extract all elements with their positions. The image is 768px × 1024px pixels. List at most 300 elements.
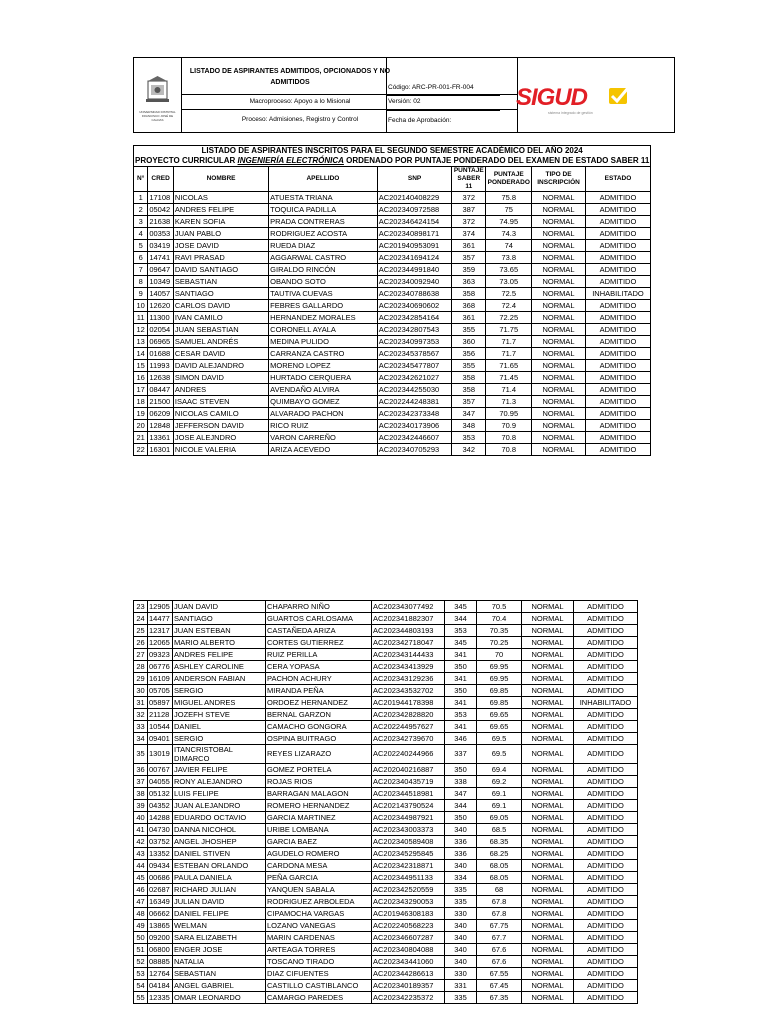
cell-puntaje-saber: 360 xyxy=(452,336,486,348)
document-header xyxy=(133,57,675,133)
cell-row-number: 12 xyxy=(134,324,148,336)
cell-row-number: 41 xyxy=(134,824,148,836)
cell-snp: AC202340705293 xyxy=(377,444,452,456)
cell-cred: 13865 xyxy=(148,920,173,932)
cell-nombre: ANDERSON FABIAN xyxy=(173,673,266,685)
cell-tipo-inscripcion: NORMAL xyxy=(522,685,574,697)
university-logo xyxy=(134,58,182,132)
cell-tipo-inscripcion: NORMAL xyxy=(522,824,574,836)
cell-cred: 01688 xyxy=(148,348,174,360)
cell-estado: ADMITIDO xyxy=(585,348,651,360)
cell-tipo-inscripcion: NORMAL xyxy=(532,324,585,336)
cell-puntaje-saber: 330 xyxy=(445,908,477,920)
cell-snp: AC202340092940 xyxy=(377,276,452,288)
table-row xyxy=(134,384,651,396)
cell-estado: ADMITIDO xyxy=(574,649,638,661)
cell-puntaje-ponderado: 69.85 xyxy=(477,685,522,697)
cell-snp: AC202343413929 xyxy=(372,661,445,673)
cell-estado: ADMITIDO xyxy=(574,800,638,812)
cell-puntaje-saber: 357 xyxy=(452,396,486,408)
cell-puntaje-ponderado: 69.65 xyxy=(477,709,522,721)
cell-estado: ADMITIDO xyxy=(585,240,651,252)
cell-cred: 05705 xyxy=(148,685,173,697)
approval-date: Fecha de Aprobación: xyxy=(388,117,452,124)
cell-row-number: 44 xyxy=(134,860,148,872)
cell-puntaje-saber: 340 xyxy=(445,956,477,968)
cell-estado: ADMITIDO xyxy=(574,812,638,824)
table-row xyxy=(134,372,651,384)
cell-apellido: URIBE LOMBANA xyxy=(266,824,372,836)
cell-tipo-inscripcion: NORMAL xyxy=(532,204,585,216)
cell-puntaje-saber: 350 xyxy=(445,685,477,697)
cell-cred: 08885 xyxy=(148,956,173,968)
cell-snp: AC202240244966 xyxy=(372,745,445,764)
cell-estado: ADMITIDO xyxy=(574,733,638,745)
cell-snp: AC202344255030 xyxy=(377,384,452,396)
cell-estado: ADMITIDO xyxy=(574,661,638,673)
cell-nombre: DANIEL FELIPE xyxy=(173,908,266,920)
cell-apellido: OSPINA BUITRAGO xyxy=(266,733,372,745)
cell-apellido: MIRANDA PEÑA xyxy=(266,685,372,697)
cell-cred: 16349 xyxy=(148,896,173,908)
cell-cred: 12620 xyxy=(148,300,174,312)
table-row xyxy=(134,312,651,324)
cell-puntaje-ponderado: 71.75 xyxy=(486,324,532,336)
cell-row-number: 9 xyxy=(134,288,148,300)
cell-cred: 11300 xyxy=(148,312,174,324)
cell-nombre: RONY ALEJANDRO xyxy=(173,776,266,788)
table-row xyxy=(134,240,651,252)
cell-apellido: ATUESTA TRIANA xyxy=(269,192,378,204)
cell-puntaje-saber: 358 xyxy=(452,384,486,396)
cell-snp: AC202340898171 xyxy=(377,228,452,240)
table-row xyxy=(134,745,638,764)
cell-puntaje-ponderado: 69.85 xyxy=(477,697,522,709)
cell-estado: ADMITIDO xyxy=(585,192,651,204)
cell-puntaje-ponderado: 71.4 xyxy=(486,384,532,396)
table-row xyxy=(134,836,638,848)
applicants-table-page-1 xyxy=(133,145,651,456)
divider xyxy=(386,110,500,111)
cell-apellido: ROJAS RIOS xyxy=(266,776,372,788)
cell-cred: 09401 xyxy=(148,733,173,745)
cell-row-number: 55 xyxy=(134,992,148,1004)
cell-apellido: ARIZA ACEVEDO xyxy=(269,444,378,456)
cell-puntaje-saber: 331 xyxy=(445,980,477,992)
cell-nombre: DAVID ALEJANDRO xyxy=(173,360,268,372)
cell-estado: ADMITIDO xyxy=(574,721,638,733)
cell-apellido: RODRIGUEZ ACOSTA xyxy=(269,228,378,240)
table-title xyxy=(134,146,651,167)
cell-apellido: CASTAÑEDA ARIZA xyxy=(266,625,372,637)
cell-puntaje-ponderado: 73.05 xyxy=(486,276,532,288)
cell-nombre: ESTEBAN ORLANDO xyxy=(173,860,266,872)
table-row xyxy=(134,649,638,661)
cell-tipo-inscripcion: NORMAL xyxy=(522,649,574,661)
col-header-n: N° xyxy=(134,167,148,192)
cell-estado: ADMITIDO xyxy=(585,360,651,372)
cell-cred: 06800 xyxy=(148,944,173,956)
cell-snp: AC202340435719 xyxy=(372,776,445,788)
cell-puntaje-ponderado: 68 xyxy=(477,884,522,896)
sigud-logo xyxy=(500,58,674,132)
cell-row-number: 11 xyxy=(134,312,148,324)
cell-puntaje-saber: 350 xyxy=(445,661,477,673)
cell-puntaje-saber: 372 xyxy=(452,192,486,204)
cell-estado: ADMITIDO xyxy=(585,336,651,348)
cell-snp: AC202342235372 xyxy=(372,992,445,1004)
cell-nombre: SIMON DAVID xyxy=(173,372,268,384)
cell-row-number: 33 xyxy=(134,721,148,733)
cell-estado: ADMITIDO xyxy=(574,860,638,872)
cell-snp: AC202344987921 xyxy=(372,812,445,824)
cell-puntaje-ponderado: 68.5 xyxy=(477,824,522,836)
cell-puntaje-ponderado: 70.5 xyxy=(477,601,522,613)
document-code: Código: ARC-PR-001-FR-004 xyxy=(388,84,474,91)
table-row xyxy=(134,324,651,336)
cell-row-number: 50 xyxy=(134,932,148,944)
divider xyxy=(386,95,500,96)
cell-estado: ADMITIDO xyxy=(585,372,651,384)
cell-nombre: SARA ELIZABETH xyxy=(173,932,266,944)
cell-snp: AC202340972588 xyxy=(377,204,452,216)
cell-puntaje-saber: 340 xyxy=(445,944,477,956)
cell-puntaje-saber: 358 xyxy=(452,372,486,384)
cell-nombre: SANTIAGO xyxy=(173,613,266,625)
cell-tipo-inscripcion: NORMAL xyxy=(522,944,574,956)
cell-estado: ADMITIDO xyxy=(574,613,638,625)
cell-puntaje-ponderado: 71.7 xyxy=(486,336,532,348)
cell-cred: 02054 xyxy=(148,324,174,336)
table-row xyxy=(134,396,651,408)
cell-puntaje-saber: 355 xyxy=(452,360,486,372)
cell-estado: ADMITIDO xyxy=(574,848,638,860)
cell-snp: AC202140408229 xyxy=(377,192,452,204)
cell-tipo-inscripcion: NORMAL xyxy=(522,848,574,860)
cell-cred: 02687 xyxy=(148,884,173,896)
cell-tipo-inscripcion: NORMAL xyxy=(532,288,585,300)
cell-row-number: 23 xyxy=(134,601,148,613)
cell-snp: AC202244957627 xyxy=(372,721,445,733)
table-row xyxy=(134,432,651,444)
table-row xyxy=(134,661,638,673)
cell-puntaje-ponderado: 70 xyxy=(477,649,522,661)
cell-nombre: JULIAN DAVID xyxy=(173,896,266,908)
cell-row-number: 49 xyxy=(134,920,148,932)
cell-cred: 17108 xyxy=(148,192,174,204)
cell-puntaje-ponderado: 69.95 xyxy=(477,661,522,673)
cell-row-number: 51 xyxy=(134,944,148,956)
cell-puntaje-saber: 353 xyxy=(445,709,477,721)
cell-estado: ADMITIDO xyxy=(574,920,638,932)
cell-snp: AC202340173906 xyxy=(377,420,452,432)
cell-snp: AC202343003373 xyxy=(372,824,445,836)
cell-row-number: 27 xyxy=(134,649,148,661)
cell-estado: ADMITIDO xyxy=(585,444,651,456)
cell-puntaje-ponderado: 75.8 xyxy=(486,192,532,204)
cell-puntaje-saber: 344 xyxy=(445,613,477,625)
cell-puntaje-ponderado: 74.3 xyxy=(486,228,532,240)
cell-snp: AC202240568223 xyxy=(372,920,445,932)
cell-puntaje-ponderado: 69.5 xyxy=(477,733,522,745)
cell-estado: ADMITIDO xyxy=(574,673,638,685)
cell-nombre: JUAN ALEJANDRO xyxy=(173,800,266,812)
cell-puntaje-ponderado: 69.95 xyxy=(477,673,522,685)
cell-cred: 12317 xyxy=(148,625,173,637)
cell-apellido: AGGARWAL CASTRO xyxy=(269,252,378,264)
cell-apellido: CAMACHO GONGORA xyxy=(266,721,372,733)
cell-apellido: YANQUEN SABALA xyxy=(266,884,372,896)
cell-puntaje-ponderado: 75 xyxy=(486,204,532,216)
cell-puntaje-saber: 336 xyxy=(445,836,477,848)
table-row xyxy=(134,637,638,649)
table-row xyxy=(134,264,651,276)
cell-puntaje-saber: 335 xyxy=(445,896,477,908)
cell-nombre: NICOLE VALERIA xyxy=(173,444,268,456)
cell-nombre: JAVIER FELIPE xyxy=(173,764,266,776)
col-header-nombre: NOMBRE xyxy=(173,167,268,192)
table-row xyxy=(134,776,638,788)
cell-puntaje-ponderado: 70.8 xyxy=(486,432,532,444)
cell-tipo-inscripcion: NORMAL xyxy=(522,709,574,721)
table-row xyxy=(134,824,638,836)
cell-tipo-inscripcion: NORMAL xyxy=(532,444,585,456)
cell-tipo-inscripcion: NORMAL xyxy=(522,637,574,649)
cell-estado: ADMITIDO xyxy=(585,408,651,420)
cell-row-number: 24 xyxy=(134,613,148,625)
cell-nombre: ASHLEY CAROLINE xyxy=(173,661,266,673)
cell-tipo-inscripcion: NORMAL xyxy=(532,276,585,288)
table-row xyxy=(134,992,638,1004)
cell-cred: 09323 xyxy=(148,649,173,661)
cell-apellido: AVENDAÑO ALVIRA xyxy=(269,384,378,396)
cell-puntaje-ponderado: 70.8 xyxy=(486,444,532,456)
cell-tipo-inscripcion: NORMAL xyxy=(522,932,574,944)
check-icon xyxy=(608,86,630,106)
cell-nombre: ISAAC STEVEN xyxy=(173,396,268,408)
cell-puntaje-saber: 368 xyxy=(452,300,486,312)
cell-row-number: 37 xyxy=(134,776,148,788)
cell-tipo-inscripcion: NORMAL xyxy=(522,920,574,932)
cell-puntaje-ponderado: 70.9 xyxy=(486,420,532,432)
cell-snp: AC202345295845 xyxy=(372,848,445,860)
cell-snp: AC202341882307 xyxy=(372,613,445,625)
cell-apellido: HERNANDEZ MORALES xyxy=(269,312,378,324)
cell-tipo-inscripcion: NORMAL xyxy=(522,872,574,884)
cell-snp: AC202345378567 xyxy=(377,348,452,360)
cell-puntaje-saber: 345 xyxy=(445,637,477,649)
cell-nombre: OMAR LEONARDO xyxy=(173,992,266,1004)
document-version: Versión: 02 xyxy=(388,98,421,105)
cell-row-number: 21 xyxy=(134,432,148,444)
cell-nombre: LUIS FELIPE xyxy=(173,788,266,800)
cell-cred: 21638 xyxy=(148,216,174,228)
table-row xyxy=(134,360,651,372)
cell-tipo-inscripcion: NORMAL xyxy=(532,216,585,228)
cell-tipo-inscripcion: NORMAL xyxy=(522,697,574,709)
cell-snp: AC202342318871 xyxy=(372,860,445,872)
cell-nombre: CESAR DAVID xyxy=(173,348,268,360)
cell-row-number: 6 xyxy=(134,252,148,264)
cell-snp: AC202344803193 xyxy=(372,625,445,637)
cell-cred: 12335 xyxy=(148,992,173,1004)
cell-estado: ADMITIDO xyxy=(585,204,651,216)
cell-apellido: CORTES GUTIERREZ xyxy=(266,637,372,649)
table-row xyxy=(134,848,638,860)
cell-snp: AC202346607287 xyxy=(372,932,445,944)
cell-puntaje-ponderado: 67.45 xyxy=(477,980,522,992)
cell-apellido: GOMEZ PORTELA xyxy=(266,764,372,776)
cell-puntaje-ponderado: 67.6 xyxy=(477,944,522,956)
cell-tipo-inscripcion: NORMAL xyxy=(522,788,574,800)
cell-apellido: CIPAMOCHA VARGAS xyxy=(266,908,372,920)
cell-puntaje-ponderado: 69.4 xyxy=(477,764,522,776)
cell-nombre: ANDRES xyxy=(173,384,268,396)
cell-estado: ADMITIDO xyxy=(574,980,638,992)
cell-puntaje-ponderado: 67.6 xyxy=(477,956,522,968)
cell-estado: ADMITIDO xyxy=(585,216,651,228)
cell-puntaje-ponderado: 71.65 xyxy=(486,360,532,372)
cell-apellido: CASTILLO CASTIBLANCO xyxy=(266,980,372,992)
table-title-line1: LISTADO DE ASPIRANTES INSCRITOS PARA EL SEGUNDO SEMESTRE ACADÉMICO DEL AÑO 2024 xyxy=(201,146,583,155)
cell-puntaje-ponderado: 69.1 xyxy=(477,788,522,800)
cell-apellido: GARCIA MARTINEZ xyxy=(266,812,372,824)
cell-estado: ADMITIDO xyxy=(574,637,638,649)
cell-cred: 21500 xyxy=(148,396,174,408)
cell-apellido: ALVARADO PACHON xyxy=(269,408,378,420)
cell-puntaje-ponderado: 69.1 xyxy=(477,800,522,812)
cell-row-number: 2 xyxy=(134,204,148,216)
cell-nombre: EDUARDO OCTAVIO xyxy=(173,812,266,824)
cell-tipo-inscripcion: NORMAL xyxy=(522,764,574,776)
col-header-snp: SNP xyxy=(377,167,452,192)
cell-cred: 12638 xyxy=(148,372,174,384)
cell-puntaje-ponderado: 69.5 xyxy=(477,745,522,764)
cell-puntaje-saber: 341 xyxy=(445,649,477,661)
cell-row-number: 1 xyxy=(134,192,148,204)
table-row xyxy=(134,872,638,884)
cell-puntaje-saber: 347 xyxy=(452,408,486,420)
cell-puntaje-saber: 350 xyxy=(445,764,477,776)
cell-nombre: SERGIO xyxy=(173,685,266,697)
cell-estado: ADMITIDO xyxy=(574,824,638,836)
cell-cred: 13352 xyxy=(148,848,173,860)
cell-puntaje-saber: 340 xyxy=(445,824,477,836)
col-header-puntaje-saber: PUNTAJE SABER 11 xyxy=(453,167,484,190)
cell-tipo-inscripcion: NORMAL xyxy=(532,300,585,312)
cell-nombre: IVAN CAMILO xyxy=(173,312,268,324)
cell-cred: 06209 xyxy=(148,408,174,420)
table-row xyxy=(134,228,651,240)
cell-snp: AC202342520559 xyxy=(372,884,445,896)
table-row xyxy=(134,204,651,216)
cell-snp: AC202340189357 xyxy=(372,980,445,992)
cell-snp: AC202341694124 xyxy=(377,252,452,264)
cell-puntaje-ponderado: 68.05 xyxy=(477,860,522,872)
table-row xyxy=(134,980,638,992)
cell-row-number: 45 xyxy=(134,872,148,884)
cell-cred: 13019 xyxy=(148,745,173,764)
cell-apellido: RODRIGUEZ ARBOLEDA xyxy=(266,896,372,908)
table-row xyxy=(134,192,651,204)
cell-tipo-inscripcion: NORMAL xyxy=(522,836,574,848)
cell-puntaje-saber: 340 xyxy=(445,932,477,944)
cell-snp: AC202143790524 xyxy=(372,800,445,812)
cell-cred: 12764 xyxy=(148,968,173,980)
cell-estado: ADMITIDO xyxy=(585,396,651,408)
cell-snp: AC202244248381 xyxy=(377,396,452,408)
cell-nombre: MARIO ALBERTO xyxy=(173,637,266,649)
cell-apellido: ARTEAGA TORRES xyxy=(266,944,372,956)
cell-puntaje-saber: 348 xyxy=(452,420,486,432)
cell-nombre: DANIEL xyxy=(173,721,266,733)
table-row xyxy=(134,625,638,637)
applicants-table-page-2 xyxy=(133,600,638,1004)
cell-estado: ADMITIDO xyxy=(574,776,638,788)
cell-puntaje-ponderado: 72.5 xyxy=(486,288,532,300)
col-header-tipo-inscripcion: TIPO DE INSCRIPCIÓN xyxy=(532,167,585,192)
cell-apellido: BERNAL GARZON xyxy=(266,709,372,721)
cell-snp: AC202344951133 xyxy=(372,872,445,884)
cell-cred: 21128 xyxy=(148,709,173,721)
cell-nombre: PAULA DANIELA xyxy=(173,872,266,884)
cell-snp: AC202344991840 xyxy=(377,264,452,276)
table-row xyxy=(134,721,638,733)
cell-estado: ADMITIDO xyxy=(574,788,638,800)
cell-tipo-inscripcion: NORMAL xyxy=(522,800,574,812)
cell-cred: 16301 xyxy=(148,444,174,456)
cell-tipo-inscripcion: NORMAL xyxy=(522,860,574,872)
cell-apellido: HURTADO CERQUERA xyxy=(269,372,378,384)
cell-puntaje-ponderado: 67.55 xyxy=(477,968,522,980)
cell-puntaje-saber: 387 xyxy=(452,204,486,216)
cell-nombre: NICOLAS CAMILO xyxy=(173,408,268,420)
cell-estado: ADMITIDO xyxy=(574,836,638,848)
cell-puntaje-ponderado: 71.45 xyxy=(486,372,532,384)
cell-estado: ADMITIDO xyxy=(574,872,638,884)
cell-puntaje-saber: 350 xyxy=(445,812,477,824)
cell-puntaje-saber: 335 xyxy=(445,992,477,1004)
cell-snp: AC202342828820 xyxy=(372,709,445,721)
col-header-cred: CRED xyxy=(148,167,174,192)
cell-nombre: DAVID SANTIAGO xyxy=(173,264,268,276)
cell-cred: 14741 xyxy=(148,252,174,264)
cell-row-number: 35 xyxy=(134,745,148,764)
cell-tipo-inscripcion: NORMAL xyxy=(532,420,585,432)
cell-nombre: JOZEFH STEVE xyxy=(173,709,266,721)
cell-row-number: 13 xyxy=(134,336,148,348)
cell-estado: ADMITIDO xyxy=(585,264,651,276)
table-row xyxy=(134,673,638,685)
table-row xyxy=(134,896,638,908)
cell-puntaje-saber: 345 xyxy=(445,601,477,613)
cell-tipo-inscripcion: NORMAL xyxy=(522,601,574,613)
cell-estado: ADMITIDO xyxy=(574,896,638,908)
cell-row-number: 5 xyxy=(134,240,148,252)
cell-apellido: TOQUICA PADILLA xyxy=(269,204,378,216)
cell-puntaje-saber: 340 xyxy=(445,920,477,932)
table-row xyxy=(134,788,638,800)
cell-row-number: 14 xyxy=(134,348,148,360)
cell-estado: ADMITIDO xyxy=(574,992,638,1004)
cell-cred: 05042 xyxy=(148,204,174,216)
cell-cred: 09200 xyxy=(148,932,173,944)
cell-estado: ADMITIDO xyxy=(585,384,651,396)
cell-snp: AC202340589408 xyxy=(372,836,445,848)
cell-cred: 14288 xyxy=(148,812,173,824)
cell-tipo-inscripcion: NORMAL xyxy=(532,360,585,372)
cell-estado: ADMITIDO xyxy=(585,324,651,336)
